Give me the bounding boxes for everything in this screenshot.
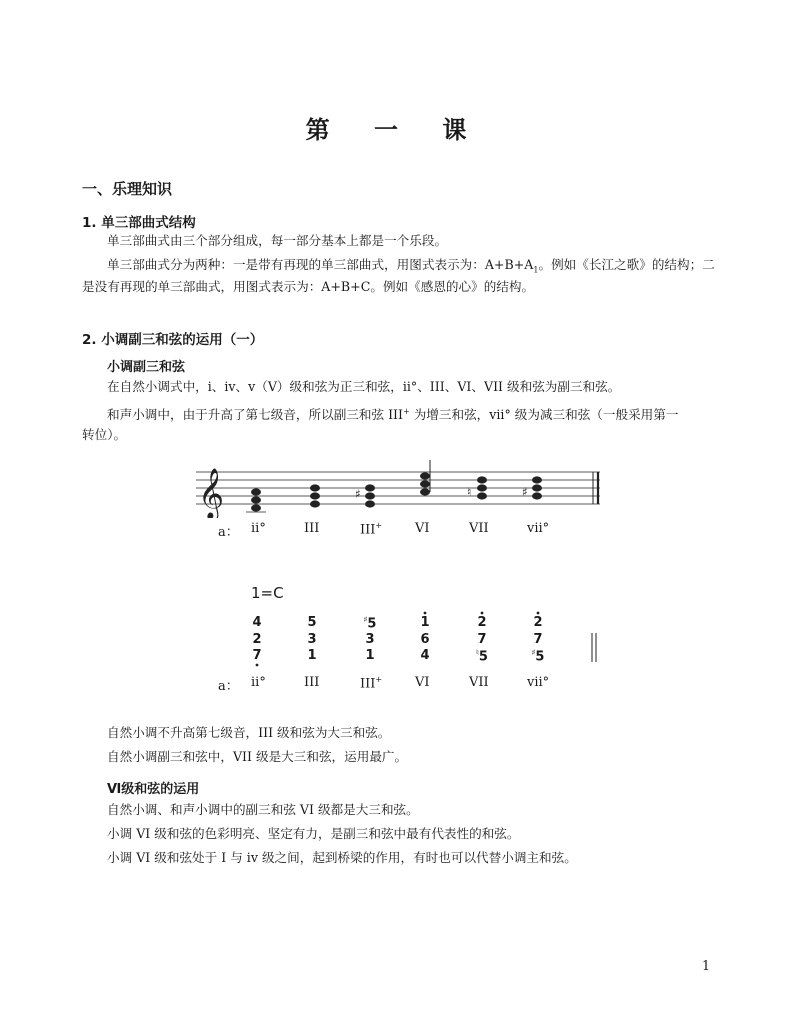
paragraph-natural-minor: 在自然小调式中，i、iv、v（V）级和弦为正三和弦，ii°、III、VI、VII 级和弦为副三和弦。 xyxy=(107,379,621,394)
staff-label-VI: VI xyxy=(415,521,430,536)
jianpu-octave-dots xyxy=(240,610,560,670)
jianpu-key: 1=C xyxy=(251,584,284,602)
jianpu-col3-sharp: ♯ xyxy=(363,615,368,624)
jianpu-col4-bot: 4 xyxy=(420,648,430,663)
jianpu-col3-mid: 3 xyxy=(365,632,375,647)
paragraph-ternary-types-b: 。例如《长江之歌》的结构；二 xyxy=(538,257,715,272)
jianpu-label-vii: vii° xyxy=(527,675,550,690)
jianpu-col5-top: 2 xyxy=(477,615,487,630)
paragraph-harmonic-minor xyxy=(107,403,678,424)
staff-chord-4 xyxy=(420,460,430,496)
staff-key-label: a： xyxy=(218,525,239,540)
jianpu-label-III: III xyxy=(304,675,320,690)
jianpu-col3-top-digit: 5 xyxy=(367,616,377,632)
superscript-plus: + xyxy=(403,407,410,416)
page-title: 第 一 课 xyxy=(305,116,485,144)
jianpu-col5-bot-digit: 5 xyxy=(478,649,488,665)
staff-chord-2 xyxy=(310,484,320,507)
jianpu-col5-natural: ♮ xyxy=(476,648,479,657)
note-natural-minor-seventh: 自然小调不升高第七级音，III 级和弦为大三和弦。 xyxy=(107,725,391,740)
paragraph-VI-major: 自然小调、和声小调中的副三和弦 VI 级都是大三和弦。 xyxy=(107,802,419,817)
paragraph-ternary-types xyxy=(107,256,715,280)
jianpu-col6-bot-digit: 5 xyxy=(535,649,545,665)
staff-notation xyxy=(190,458,610,518)
paragraph-ternary-intro: 单三部曲式由三个部分组成，每一部分基本上都是一个乐段。 xyxy=(107,233,448,248)
jianpu-key-label: a： xyxy=(218,679,239,694)
jianpu-col1-bot: 7 xyxy=(252,648,262,663)
dot-col6-high xyxy=(537,612,540,615)
jianpu-col1-top: 4 xyxy=(252,615,262,630)
note-natural-minor-VII: 自然小调副三和弦中，VII 级是大三和弦，运用最广。 xyxy=(107,749,408,764)
staff-label-III: III xyxy=(304,521,320,536)
section-heading-music-theory: 一、乐理知识 xyxy=(82,180,173,198)
jianpu-col4-mid: 6 xyxy=(420,632,430,647)
staff-label-ii: ii° xyxy=(251,521,266,536)
subheading-VI-chord: Ⅵ级和弦的运用 xyxy=(107,782,200,797)
jianpu-label-VII: VII xyxy=(469,675,489,690)
dot-col5-high xyxy=(481,612,484,615)
svg-text:♯: ♯ xyxy=(355,487,361,501)
jianpu-label-III-aug-text: III xyxy=(360,676,376,692)
subscript-1: 1 xyxy=(533,265,539,275)
jianpu-col1-mid: 2 xyxy=(252,632,262,647)
jianpu-col2-bot: 1 xyxy=(307,648,317,663)
jianpu-label-VI: VI xyxy=(415,675,430,690)
svg-text:♮: ♮ xyxy=(467,485,472,499)
jianpu-col4-top: 1 xyxy=(420,615,430,630)
jianpu-col2-mid: 3 xyxy=(307,632,317,647)
staff-label-III-aug xyxy=(360,521,382,537)
subsection-heading-minor-secondary: 2. 小调副三和弦的运用（一） xyxy=(82,332,264,348)
staff-aug-mark: + xyxy=(375,521,383,530)
jianpu-col2-top: 5 xyxy=(307,615,317,630)
jianpu-col6-sharp: ♯ xyxy=(531,648,536,657)
jianpu-col6-mid: 7 xyxy=(533,632,543,647)
paragraph-VI-bridge: 小调 VI 级和弦处于 I 与 iv 级之间，起到桥梁的作用，有时也可以代替小调主和弦。 xyxy=(107,850,577,865)
dot-col4-high xyxy=(424,612,427,615)
page-number: 1 xyxy=(702,958,711,973)
dot-col1-low xyxy=(256,664,259,667)
jianpu-label-III-aug xyxy=(360,675,382,691)
staff-label-VII: VII xyxy=(469,521,489,536)
subsection-heading-ternary-form: 1. 单三部曲式结构 xyxy=(82,215,196,231)
staff-chord-1 xyxy=(246,488,266,512)
treble-clef-icon: 𝄞 xyxy=(198,468,225,518)
jianpu-end-barline xyxy=(590,633,600,663)
jianpu-col3-bot: 1 xyxy=(365,648,375,663)
paragraph-ternary-types-line2: 是没有再现的单三部曲式，用图式表示为：A+B+C。例如《感恩的心》的结构。 xyxy=(82,279,535,294)
svg-text:♯: ♯ xyxy=(522,485,528,499)
paragraph-VI-color: 小调 VI 级和弦的色彩明亮、坚定有力，是副三和弦中最有代表性的和弦。 xyxy=(107,826,520,841)
staff-label-vii: vii° xyxy=(527,521,550,536)
jianpu-label-ii: ii° xyxy=(251,675,266,690)
subheading-minor-secondary-triads: 小调副三和弦 xyxy=(107,360,186,375)
jianpu-col5-mid: 7 xyxy=(477,632,487,647)
paragraph-harmonic-minor-a: 和声小调中，由于升高了第七级音，所以副三和弦 III xyxy=(107,407,403,423)
staff-label-III-aug-text: III xyxy=(360,522,376,538)
jianpu-col6-top: 2 xyxy=(533,615,543,630)
jianpu-aug-mark: + xyxy=(375,675,383,684)
paragraph-harmonic-minor-line2: 转位）。 xyxy=(82,427,127,442)
paragraph-harmonic-minor-b: 为增三和弦，vii° 级为减三和弦（一般采用第一 xyxy=(409,407,679,423)
paragraph-ternary-types-a: 单三部曲式分为两种：一是带有再现的单三部曲式，用图式表示为：A+B+A xyxy=(107,257,534,272)
